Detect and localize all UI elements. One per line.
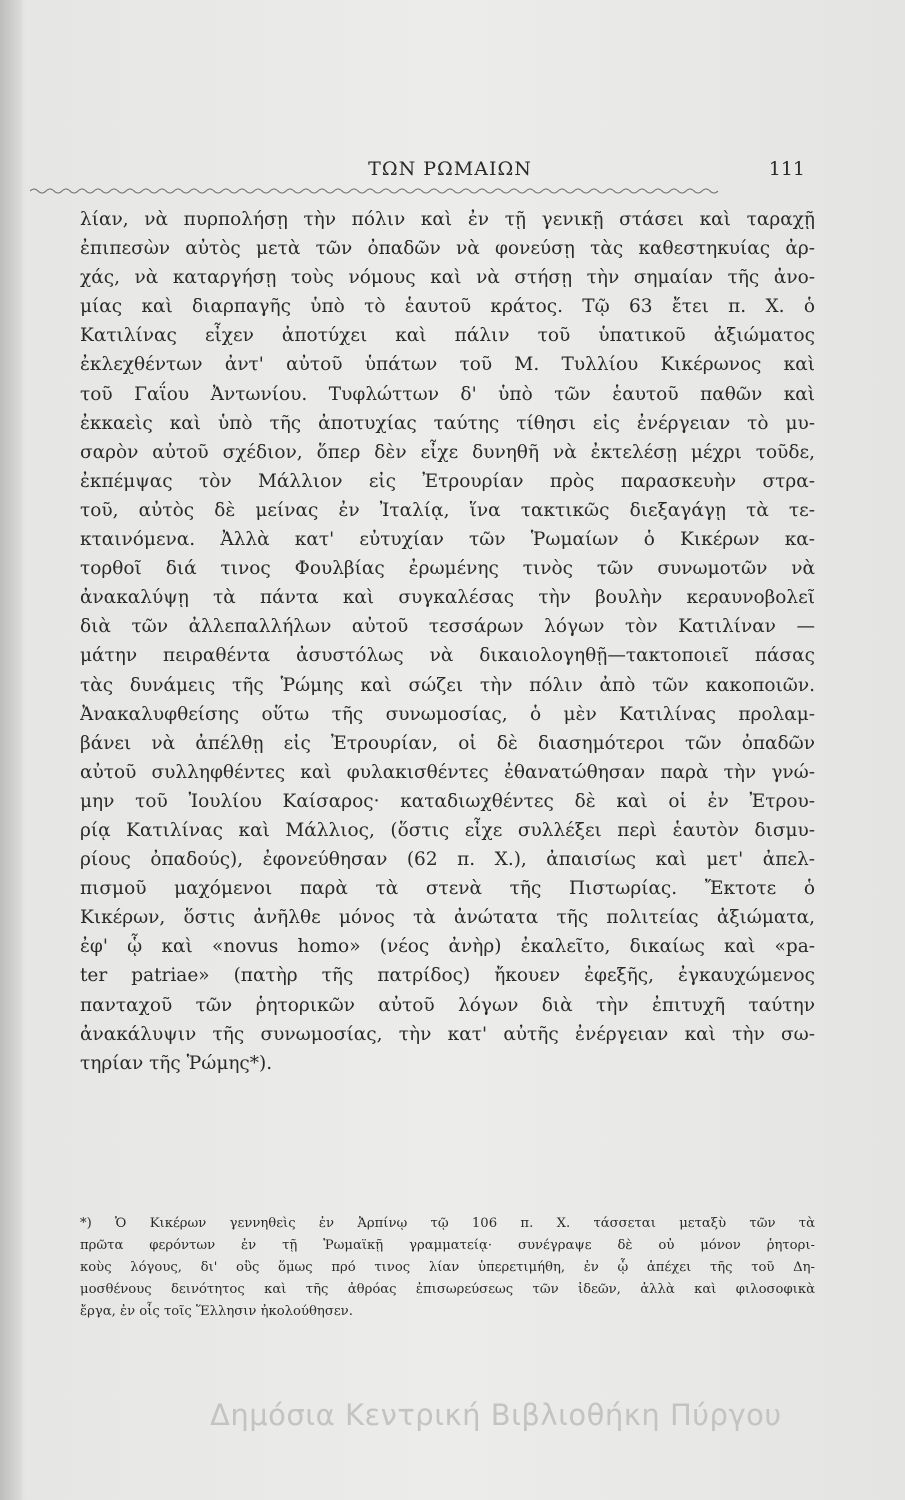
library-watermark: Δημόσια Κεντρική Βιβλιοθήκη Πύργου bbox=[210, 1398, 782, 1432]
text-line: βάνει νὰ ἀπέλθῃ εἰς Ἐτρουρίαν, οἱ δὲ διασημότεροι τῶν ὀπαδῶν bbox=[80, 732, 815, 754]
text-line: μάτην πειραθέντα ἀσυστόλως νὰ δικαιολογηθῇ—τακτοποιεῖ πάσας bbox=[80, 645, 815, 667]
header-wavy-rule bbox=[30, 186, 720, 196]
text-line: σαρὸν αὐτοῦ σχέδιον, ὅπερ δὲν εἶχε δυνηθῆ νὰ ἐκτελέσῃ μέχρι τοῦδε, bbox=[80, 441, 815, 463]
footnote-line: κοὺς λόγους, δι' οὓς ὅμως πρό τινος λίαν ὑπερετιμήθη, ἐν ᾧ ἀπέχει τῆς τοῦ Δη- bbox=[80, 1260, 815, 1275]
text-line: ἀνακαλύψῃ τὰ πάντα καὶ συγκαλέσας τὴν βουλὴν κεραυνοβολεῖ bbox=[80, 587, 815, 609]
body-text bbox=[80, 205, 815, 1078]
text-line: τηρίαν τῆς Ῥώμης*). bbox=[80, 1052, 273, 1074]
footnote-line: *) Ὁ Κικέρων γεννηθεὶς ἐν Ἀρπίνῳ τῷ 106 π. Χ. τάσσεται μεταξὺ τῶν τὰ bbox=[80, 1216, 815, 1231]
text-line: μίας καὶ διαρπαγῆς ὑπὸ τὸ ἑαυτοῦ κράτος. Τῷ 63 ἔτει π. Χ. ὁ bbox=[80, 296, 815, 318]
text-line: διὰ τῶν ἀλλεπαλλήλων αὐτοῦ τεσσάρων λόγων τὸν Κατιλίναν — bbox=[80, 616, 815, 638]
running-title: ΤΩΝ ΡΩΜΑΙΩΝ bbox=[368, 158, 532, 180]
text-line: πανταχοῦ τῶν ῥητορικῶν αὐτοῦ λόγων διὰ τὴν ἐπιτυχῆ ταύτην bbox=[80, 994, 815, 1016]
text-line: ἐκλεχθέντων ἀντ' αὐτοῦ ὑπάτων τοῦ Μ. Τυλλίου Κικέρωνος καὶ bbox=[80, 354, 815, 376]
binding-edge bbox=[0, 0, 22, 1500]
footnote-line: ἔργα, ἐν οἷς τοῖς Ἕλλησιν ἠκολούθησεν. bbox=[80, 1304, 353, 1319]
text-line: μην τοῦ Ἰουλίου Καίσαρος· καταδιωχθέντες δὲ καὶ οἱ ἐν Ἐτρου- bbox=[80, 790, 815, 812]
text-line: πισμοῦ μαχόμενοι παρὰ τὰ στενὰ τῆς Πιστωρίας. Ἔκτοτε ὁ bbox=[80, 878, 815, 900]
text-line: τὰς δυνάμεις τῆς Ῥώμης καὶ σώζει τὴν πόλιν ἀπὸ τῶν κακοποιῶν. bbox=[80, 674, 815, 696]
text-line: Ἀνακαλυφθείσης οὕτω τῆς συνωμοσίας, ὁ μὲν Κατιλίνας προλαμ- bbox=[80, 703, 815, 725]
text-line: κταινόμενα. Ἀλλὰ κατ' εὐτυχίαν τῶν Ῥωμαίων ὁ Κικέρων κα- bbox=[80, 529, 815, 551]
text-line: αὐτοῦ συλληφθέντες καὶ φυλακισθέντες ἐθανατώθησαν παρὰ τὴν γνώ- bbox=[80, 761, 815, 783]
footnote-line: πρῶτα φερόντων ἐν τῇ Ῥωμαϊκῇ γραμματείᾳ· συνέγραψε δὲ οὐ μόνον ῥητορι- bbox=[80, 1238, 815, 1253]
text-line: Κατιλίνας εἶχεν ἀποτύχει καὶ πάλιν τοῦ ὑπατικοῦ ἀξιώματος bbox=[80, 325, 815, 347]
text-line: ρίους ὀπαδούς), ἐφονεύθησαν (62 π. Χ.), ἀπαισίως καὶ μετ' ἀπελ- bbox=[80, 849, 815, 871]
page-number: 111 bbox=[768, 158, 805, 180]
text-line: ρίᾳ Κατιλίνας καὶ Μάλλιος, (ὅστις εἶχε συλλέξει περὶ ἑαυτὸν δισμυ- bbox=[80, 819, 815, 841]
text-line: χάς, νὰ καταργήσῃ τοὺς νόμους καὶ νὰ στήσῃ τὴν σημαίαν τῆς ἀνο- bbox=[80, 267, 815, 289]
text-line: ἐφ' ᾧ καὶ «novus homo» (νέος ἀνὴρ) ἐκαλεῖτο, δικαίως καὶ «pa- bbox=[80, 936, 815, 958]
text-line: ἀνακάλυψιν τῆς συνωμοσίας, τὴν κατ' αὐτῆς ἐνέργειαν καὶ τὴν σω- bbox=[80, 1023, 815, 1045]
running-head bbox=[90, 158, 810, 186]
text-line: ter patriae» (πατὴρ τῆς πατρίδος) ἤκουεν ἐφεξῆς, ἐγκαυχώμενος bbox=[80, 965, 815, 987]
text-line: λίαν, νὰ πυρπολήσῃ τὴν πόλιν καὶ ἐν τῇ γενικῇ στάσει καὶ ταραχῇ bbox=[80, 209, 815, 230]
text-line: ἐκκαεὶς καὶ ὑπὸ τῆς ἀποτυχίας ταύτης τίθησι εἰς ἐνέργειαν τὸ μυ- bbox=[80, 412, 815, 434]
text-line: τοῦ, αὐτὸς δὲ μείνας ἐν Ἰταλίᾳ, ἵνα τακτικῶς διεξαγάγῃ τὰ τε- bbox=[80, 499, 815, 521]
text-line: Κικέρων, ὅστις ἀνῆλθε μόνος τὰ ἀνώτατα τῆς πολιτείας ἀξιώματα, bbox=[80, 907, 815, 929]
footnote-line: μοσθένους δεινότητος καὶ τῆς ἀθρόας ἐπισωρεύσεως τῶν ἰδεῶν, ἀλλὰ καὶ φιλοσοφικὰ bbox=[80, 1282, 815, 1297]
text-line: ἐπιπεσὼν αὐτὸς μετὰ τῶν ὀπαδῶν νὰ φονεύσῃ τὰς καθεστηκυίας ἀρ- bbox=[80, 238, 815, 260]
text-line: τοῦ Γαΐου Ἀντωνίου. Τυφλώττων δ' ὑπὸ τῶν ἑαυτοῦ παθῶν καὶ bbox=[80, 383, 815, 405]
text-line: ἐκπέμψας τὸν Μάλλιον εἰς Ἐτρουρίαν πρὸς παρασκευὴν στρα- bbox=[80, 470, 815, 492]
text-line: τορθοῖ διά τινος Φουλβίας ἐρωμένης τινὸς τῶν συνωμοτῶν νὰ bbox=[80, 558, 815, 580]
footnote bbox=[80, 1213, 815, 1323]
